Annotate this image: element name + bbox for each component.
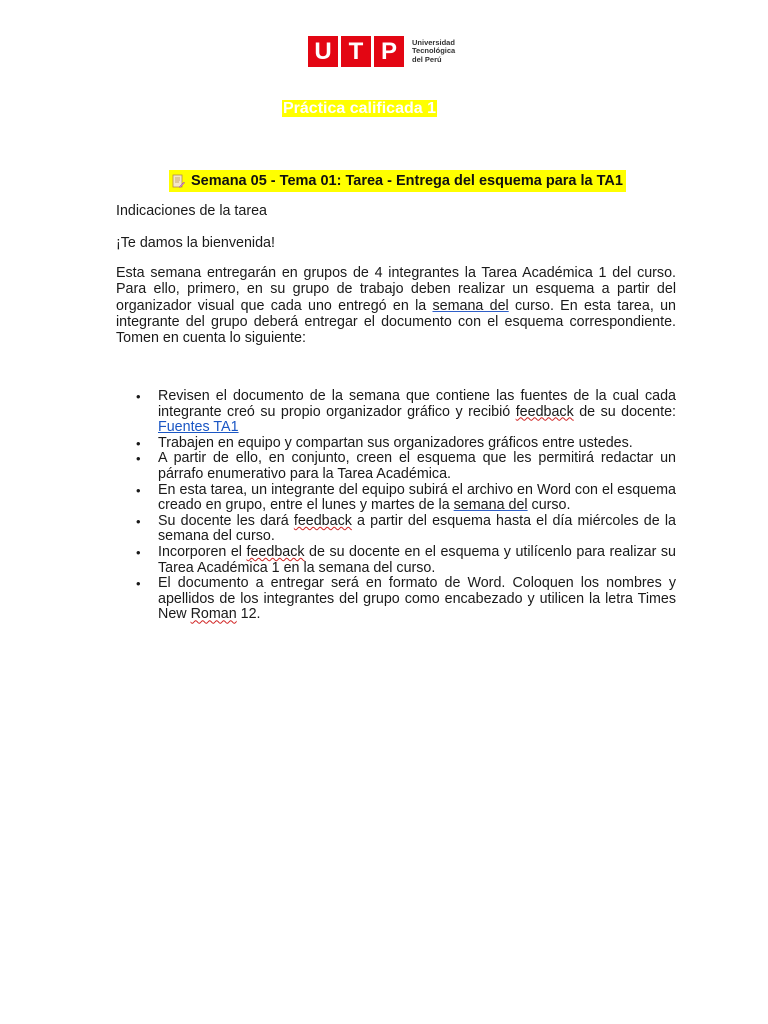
logo-line-3: del Perú: [412, 54, 442, 64]
utp-logo-letters: [308, 36, 407, 67]
bullet-feedback-word: feedback: [293, 512, 352, 529]
bullet-text: de su docente en el esquema y utilícenlo para realizar su Tarea Académica 1 en la semana del curso.: [158, 543, 676, 576]
list-item: [158, 514, 676, 545]
bullet-roman-word: Roman: [190, 606, 237, 623]
welcome-text: ¡Te damos la bienvenida!: [116, 235, 275, 251]
task-heading: [169, 170, 626, 192]
bullet-text: Trabajen en equipo y compartan sus organizadores gráficos entre ustedes.: [158, 434, 633, 451]
logo-letter-p: P: [374, 36, 404, 67]
bullet-text: En esta tarea, un integrante del equipo subirá el archivo en Word con el esquema creado en grupo, entre el lunes y martes de la: [158, 481, 676, 514]
heading-wrapper: [169, 170, 626, 193]
logo-line-1: Universidad: [412, 37, 455, 47]
intro-paragraph: [116, 265, 676, 346]
logo-letter-u: U: [308, 36, 338, 67]
intro-week-ref: semana del: [432, 297, 509, 314]
bullet-feedback-word: feedback: [515, 403, 574, 420]
task-heading-text: Semana 05 - Tema 01: Tarea - Entrega del esquema para la TA1: [191, 173, 623, 189]
list-item: [158, 545, 676, 576]
logo-university-name: [412, 39, 455, 64]
fuentes-ta1-link[interactable]: Fuentes TA1: [158, 419, 239, 436]
list-item: [158, 389, 676, 436]
intro-part-1: Esta semana entregarán en grupos de 4 integrantes la Tarea Académica 1 del curso. Para ello, primero, en su grupo de trabajo deben realizar un esquema a partir del organizador visual que cada uno entregó en la: [116, 265, 676, 314]
intro-part-2: curso. En esta tarea, un integrante del grupo deberá entregar el documento con el esquema correspondiente. Tomen en cuenta lo siguiente:: [116, 297, 676, 347]
document-icon: [171, 174, 185, 188]
bullet-text: El documento a entregar será en formato de Word. Coloquen los nombres y apellidos de los integrantes del grupo como encabezado y utilicen la letra Times New: [158, 575, 676, 623]
bullet-text: curso.: [527, 497, 571, 514]
task-bullet-list: [116, 389, 676, 623]
instructions-label: Indicaciones de la tarea: [116, 203, 268, 219]
list-item: [158, 483, 676, 514]
bullet-feedback-word: feedback: [246, 543, 305, 560]
list-item: [158, 436, 676, 452]
bullet-text: Su docente les dará: [158, 512, 294, 529]
list-item: [158, 576, 676, 623]
bullet-text: Incorporen el: [158, 543, 247, 560]
utp-logo: [308, 36, 455, 67]
page-title: Práctica calificada 1: [283, 100, 436, 117]
title-wrapper: [282, 99, 437, 118]
list-item: [158, 451, 676, 482]
bullet-text: A partir de ello, en conjunto, creen el esquema que les permitirá redactar un párrafo enumerativo para la Tarea Académica.: [158, 450, 676, 482]
bullet-text: de su docente:: [573, 403, 676, 420]
bullet-text: Revisen el documento de la semana que contiene las fuentes de la cual cada integrante creó su propio organizador gráfico y recibió: [158, 388, 676, 420]
logo-line-2: Tecnológica: [412, 46, 456, 56]
logo-letter-t: T: [341, 36, 371, 67]
bullet-week-ref: semana del: [453, 497, 528, 514]
bullet-text: a partir del esquema hasta el día miércoles de la semana del curso.: [158, 512, 676, 545]
bullet-text: 12.: [236, 606, 261, 623]
